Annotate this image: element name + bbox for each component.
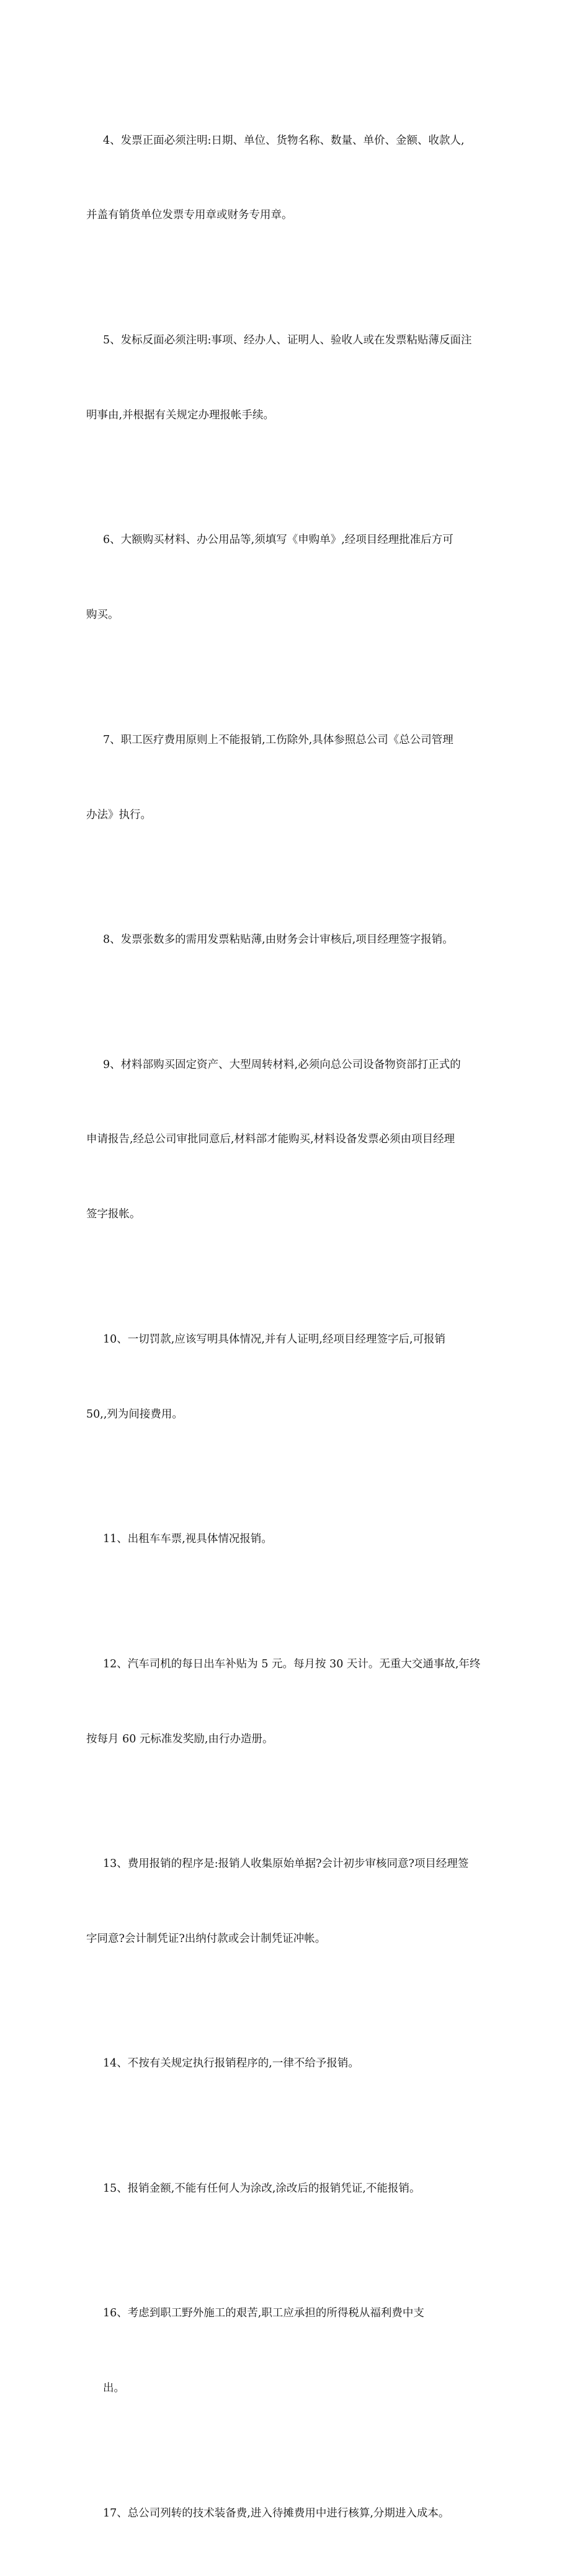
list-item — [86, 2451, 501, 2575]
text-line: 字同意?会计制凭证?出纳付款或会计制凭证冲帐。 — [86, 1932, 326, 1945]
list-item — [86, 1002, 501, 1277]
text-line: 8、发票张数多的需用发票粘贴薄,由财务会计审核后,项目经理签字报销。 — [103, 933, 453, 946]
text-line: 7、职工医疗费用原则上不能报销,工伤除外,具体参照总公司《总公司管理 — [103, 733, 453, 746]
list-item — [86, 278, 501, 477]
text-line: 15、报销金额,不能有任何人为涂改,涂改后的报销凭证,不能报销。 — [103, 2182, 421, 2195]
text-line: 6、大额购买材料、办公用品等,须填写《申购单》,经项目经理批准后方可 — [103, 534, 453, 547]
text-line: 14、不按有关规定执行报销程序的,一律不给予报销。 — [103, 2057, 359, 2070]
text-line: 17、总公司列转的技术装备费,进入待摊费用中进行核算,分期进入成本。 — [103, 2507, 450, 2520]
text-line: 购买。 — [86, 609, 119, 622]
text-line: 4、发票正面必须注明:日期、单位、货物名称、数量、单价、金额、收款人, — [103, 134, 465, 147]
text-line: 按每月 60 元标准发奖励,由行办造册。 — [86, 1732, 274, 1745]
list-item — [86, 878, 501, 1002]
text-line: 并盖有销货单位发票专用章或财务专用章。 — [86, 209, 293, 222]
text-line: 办法》执行。 — [86, 808, 151, 821]
text-line: 12、汽车司机的每日出车补贴为 5 元。每月按 30 天计。无重大交通事故,年终 — [103, 1657, 481, 1670]
document-body — [86, 78, 501, 2576]
list-item — [86, 1277, 501, 1476]
text-line: 16、考虑到职工野外施工的艰苦,职工应承担的所得税从福利费中支 — [103, 2307, 424, 2320]
text-line: 出。 — [103, 2382, 125, 2395]
text-line: 9、材料部购买固定资产、大型周转材料,必须向总公司设备物资部打正式的 — [103, 1058, 461, 1071]
list-item — [86, 78, 501, 278]
text-line: 5、发标反面必须注明:事项、经办人、证明人、验收人或在发票粘贴薄反面注 — [103, 333, 472, 346]
text-line: 签字报帐。 — [86, 1208, 141, 1221]
text-line: 10、一切罚款,应该写明具体情况,并有人证明,经项目经理签字后,可报销 — [103, 1333, 446, 1346]
text-line: 50,,列为间接费用。 — [86, 1408, 183, 1421]
list-item — [86, 2126, 501, 2251]
text-line: 申请报告,经总公司审批同意后,材料部才能购买,材料设备发票必须由项目经理 — [86, 1133, 455, 1146]
list-item — [86, 1602, 501, 1801]
text-line: 13、费用报销的程序是:报销人收集原始单据?会计初步审核同意?项目经理签 — [103, 1858, 469, 1871]
text-line: 明事由,并根据有关规定办理报帐手续。 — [86, 408, 275, 421]
text-line: 11、出租车车票,视具体情况报销。 — [103, 1533, 272, 1546]
list-item — [86, 1801, 501, 2001]
list-item — [86, 1477, 501, 1602]
list-item — [86, 677, 501, 877]
list-item — [86, 2001, 501, 2126]
list-item — [86, 2251, 501, 2451]
list-item — [86, 478, 501, 677]
